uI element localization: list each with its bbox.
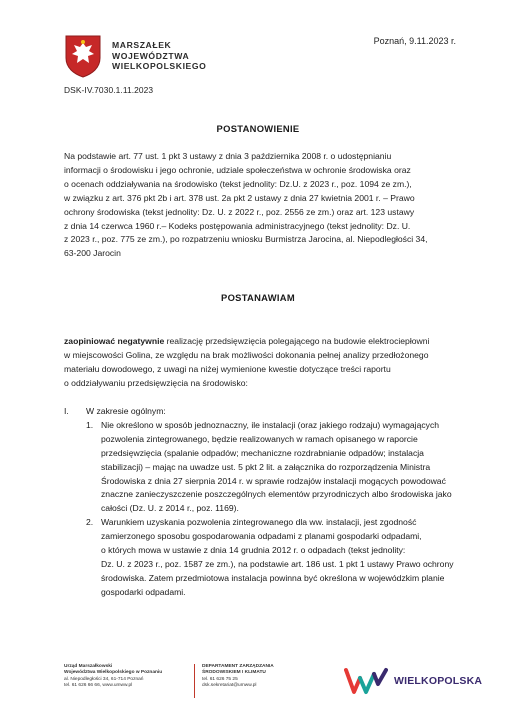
list-item xyxy=(86,516,474,599)
paragraph-line: ochrony środowiska (tekst jednolity: Dz. U. z 2022 r., poz. 2556 ze zm.) oraz art. 123 ustawy xyxy=(64,206,415,217)
footer-line: al. Niepodległości 34, 61-714 Poznań xyxy=(64,676,144,682)
legal-basis-paragraph xyxy=(64,150,464,261)
footer-department xyxy=(202,664,274,690)
item-line: o których mowa w ustawie z dnia 14 grudnia 2012 r. o odpadach (tekst jednolity: xyxy=(101,545,406,556)
wielkopolska-logo-icon xyxy=(344,666,388,696)
item-line: przedsięwzięcia (spalanie odpadów; mechaniczne rozdrabnianie odpadów; instalacja xyxy=(101,447,424,458)
footer-divider xyxy=(194,664,195,698)
office-name-line: MARSZAŁEK xyxy=(112,40,172,51)
paragraph-line: w miejscowości Golina, ze względu na brak możliwości dokonania pełnej analizy przedłożonego xyxy=(64,349,429,360)
paragraph-line: z 2023 r., poz. 775 ze zm.), po rozpatrzeniu wniosku Burmistrza Jarocina, al. Niepodległości 34, xyxy=(64,234,428,245)
city-date: Poznań, 9.11.2023 r. xyxy=(373,36,456,46)
footer-office-address xyxy=(64,664,162,690)
letterhead xyxy=(64,34,206,78)
item-line: środowiska. Zatem przedmiotowa instalacja powinna być określona w wojewódzkim planie xyxy=(101,572,445,583)
resolution-heading: POSTANAWIAM xyxy=(221,292,295,303)
resolution-verdict: zaopiniować negatywnie xyxy=(64,336,165,346)
item-line: stabilizacji) – mając na uwadze ust. 5 pkt 2 lit. a załącznika do rozporządzenia Ministra xyxy=(101,461,431,472)
paragraph-line: z dnia 14 czerwca 1960 r.– Kodeks postępowania administracyjnego (tekst jednolity: Dz. U. xyxy=(64,220,411,231)
resolution-line-rest: realizację przedsięwzięcia polegającego na budowie elektrociepłowni xyxy=(164,336,430,346)
paragraph-line: Na podstawie art. 77 ust. 1 pkt 3 ustawy z dnia 3 października 2008 r. o udostępnianiu xyxy=(64,151,392,161)
section-number: I. xyxy=(64,406,69,416)
item-line: Warunkiem uzyskania pozwolenia zintegrowanego dla ww. instalacji, jest zgodność xyxy=(101,517,417,528)
office-name xyxy=(112,40,206,72)
item-line: zamierzonego sposobu gospodarowania odpadami z planami gospodarki odpadami, xyxy=(101,531,422,542)
paragraph-line: w związku z art. 376 pkt 2b i art. 378 ust. 2a pkt 2 ustawy z dnia 27 kwietnia 2001 r. – Prawo xyxy=(64,192,415,203)
footer xyxy=(64,664,483,704)
section-general xyxy=(64,405,474,600)
footer-line: dsk.sekretariat@umww.pl xyxy=(202,683,257,689)
item-line: gospodarki odpadami. xyxy=(101,586,186,597)
footer-line: Urząd Marszałkowski xyxy=(64,664,113,669)
list-item-number: 1. xyxy=(86,419,94,430)
coat-of-arms-icon xyxy=(64,34,102,78)
paragraph-line: o ocenach oddziaływania na środowisko (tekst jednolity: Dz.U. z 2023 r., poz. 1094 ze zm.), xyxy=(64,178,412,189)
list-item xyxy=(86,419,474,516)
region-brand xyxy=(344,666,482,696)
section-title: W zakresie ogólnym: xyxy=(86,406,166,416)
list-item-number: 2. xyxy=(86,517,94,528)
item-line: całości (Dz. U. z 2014 r., poz. 1169). xyxy=(101,503,239,514)
item-line: Nie określono w sposób jednoznaczny, ile instalacji (oraz jakiego rodzaju) wymagających xyxy=(101,419,440,430)
item-line: Dz. U. z 2023 r., poz. 1587 ze zm.), na podstawie art. 186 ust. 1 pkt 1 ustawy Prawo ochrony xyxy=(101,558,454,569)
paragraph-line xyxy=(64,335,464,349)
office-name-line: WIELKOPOLSKIEGO xyxy=(112,61,207,72)
paragraph-line: 63-200 Jarocin xyxy=(64,248,121,259)
brand-name: WIELKOPOLSKA xyxy=(394,675,483,687)
paragraph-line: materiału dowodowego, z uwagi na niżej wymienione kwestie dotyczące treści raportu xyxy=(64,363,391,374)
office-name-line: WOJEWÓDZTWA xyxy=(112,50,190,61)
list-item-text xyxy=(101,419,474,516)
item-line: Środowiska z dnia 27 sierpnia 2014 r. w sprawie rodzajów instalacji mogących powodować xyxy=(101,475,446,486)
footer-line: tel. 61 626 66 66, www.umww.pl xyxy=(64,683,133,689)
item-line: pozwolenia zintegrowanego, będzie realizowanych w ramach opisanego w raporcie xyxy=(101,433,418,444)
document-title: POSTANOWIENIE xyxy=(216,123,300,134)
item-line: znaczne zanieczyszczenie poszczególnych elementów przyrodniczych albo środowiska jako xyxy=(101,489,452,500)
resolution-paragraph xyxy=(64,335,464,391)
footer-line: DEPARTAMENT ZARZĄDZANIA xyxy=(202,664,274,669)
footer-line: Województwa Wielkopolskiego w Poznaniu xyxy=(64,670,163,676)
case-reference: DSK-IV.7030.1.11.2023 xyxy=(64,85,154,95)
section-heading xyxy=(64,405,474,419)
footer-line: tel. 61 626 75 25 xyxy=(202,676,238,682)
footer-line: ŚRODOWISKIEM I KLIMATU xyxy=(202,670,266,676)
list-item-text xyxy=(101,516,474,599)
paragraph-line: o oddziaływaniu przedsięwzięcia na środowisko: xyxy=(64,377,248,388)
paragraph-line: informacji o środowisku i jego ochronie, udziale społeczeństwa w ochronie środowiska oraz xyxy=(64,164,411,175)
